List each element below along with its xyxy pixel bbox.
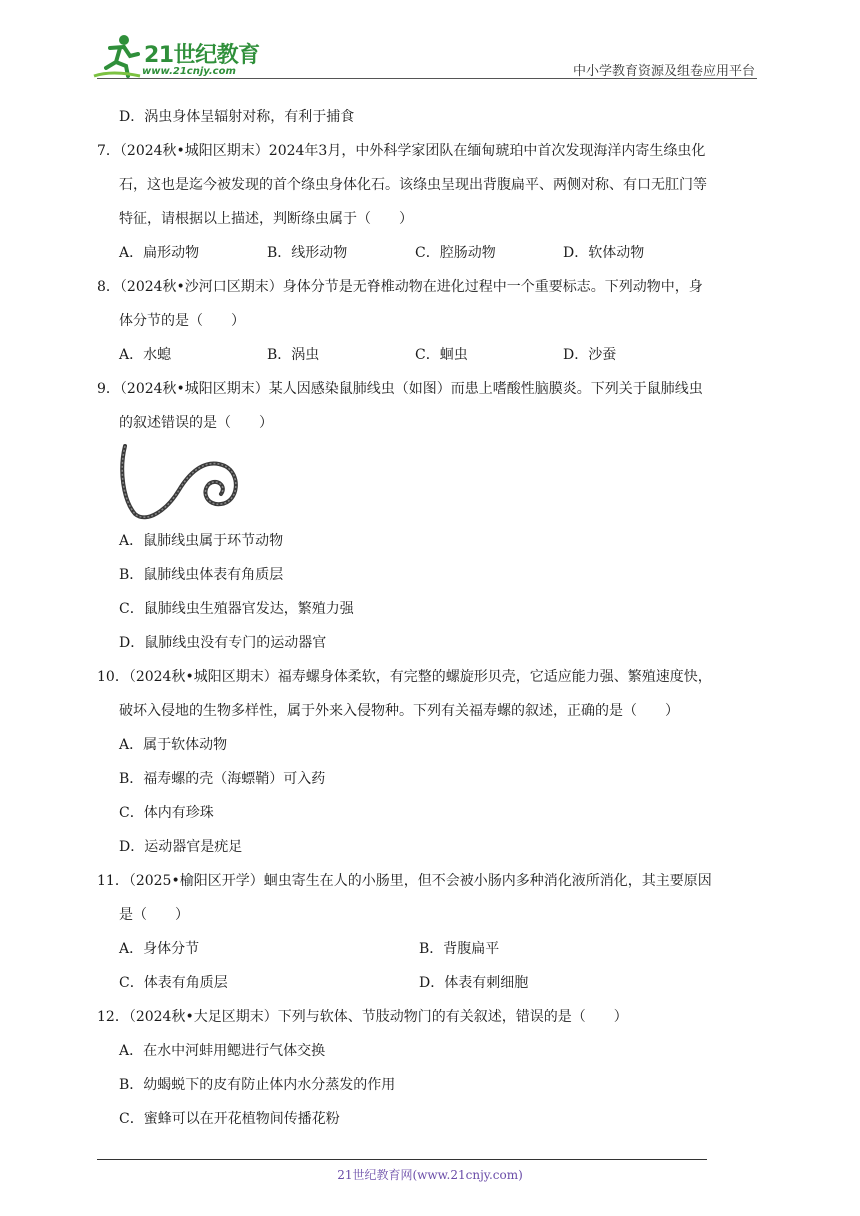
option: B．背腹扁平 (419, 941, 500, 957)
question-text: 10．（2024秋•城阳区期末）福寿螺身体柔软，有完整的螺旋形贝壳，它适应能力强、繁殖速度快， (97, 669, 712, 685)
question-7 (97, 134, 765, 270)
question-text: 是（ ） (119, 907, 189, 923)
option: D．运动器官是疣足 (119, 839, 243, 855)
option: A．水螅 (119, 347, 172, 363)
question-text: 特征，请根据以上描述，判断绦虫属于（ ） (119, 211, 413, 227)
option: D．沙蚕 (563, 347, 617, 363)
option-row (97, 338, 765, 372)
option: A．扁形动物 (119, 245, 200, 261)
runner-logo-icon (92, 32, 142, 80)
rat-lungworm-image (117, 440, 247, 524)
option: D．体表有刺细胞 (419, 975, 529, 991)
question-8 (97, 270, 765, 372)
option: B．幼蝎蜕下的皮有防止体内水分蒸发的作用 (119, 1077, 396, 1093)
question-text: 体分节的是（ ） (119, 313, 245, 329)
header-divider (97, 78, 757, 79)
logo-text: 21世纪教育 (144, 43, 260, 68)
question-9 (97, 372, 765, 660)
option: C．体内有珍珠 (119, 805, 214, 821)
logo-url: www.21cnjy.com (142, 66, 236, 77)
question-list (97, 100, 765, 1136)
platform-title: 中小学教育资源及组卷应用平台 (572, 64, 755, 79)
option: D．鼠肺线虫没有专门的运动器官 (119, 635, 327, 651)
question-11 (97, 864, 765, 1000)
option: A．在水中河蚌用鳃进行气体交换 (119, 1043, 326, 1059)
option: C．体表有角质层 (119, 975, 228, 991)
option: C．蛔虫 (415, 347, 468, 363)
option: C．鼠肺线虫生殖器官发达，繁殖力强 (119, 601, 354, 617)
option: C．腔肠动物 (415, 245, 496, 261)
option: B．福寿螺的壳（海螵鞘）可入药 (119, 771, 326, 787)
question-text: 的叙述错误的是（ ） (119, 415, 273, 431)
page-header (0, 0, 860, 90)
option: D．软体动物 (563, 245, 645, 261)
page-footer: 21世纪教育网(www.21cnjy.com) (337, 1168, 523, 1182)
question-10 (97, 660, 765, 864)
question-text: 破坏入侵地的生物多样性，属于外来入侵物种。下列有关福寿螺的叙述，正确的是（ ） (119, 703, 679, 719)
prev-option: D．涡虫身体呈辐射对称，有利于捕食 (119, 109, 355, 125)
footer-divider (97, 1159, 707, 1160)
option-row (97, 236, 765, 270)
question-text: 12．（2024秋•大足区期末）下列与软体、节肢动物门的有关叙述，错误的是（ ） (97, 1009, 628, 1025)
question-12 (97, 1000, 765, 1136)
option: B．线形动物 (267, 245, 348, 261)
question-text: 8．（2024秋•沙河口区期末）身体分节是无脊椎动物在进化过程中一个重要标志。下列动物中，身 (97, 279, 703, 295)
question-text: 石，这也是迄今被发现的首个绦虫身体化石。该绦虫呈现出背腹扁平、两侧对称、有口无肛门等 (119, 177, 707, 193)
option: A．属于软体动物 (119, 737, 228, 753)
option: B．涡虫 (267, 347, 320, 363)
option-row (97, 966, 765, 1000)
nematode-figure (97, 440, 765, 524)
option-row (97, 932, 765, 966)
question-text: 9．（2024秋•城阳区期末）某人因感染鼠肺线虫（如图）而患上嗜酸性脑膜炎。下列关于鼠肺线虫 (97, 381, 703, 397)
site-logo (92, 32, 262, 80)
option: C．蜜蜂可以在开花植物间传播花粉 (119, 1111, 340, 1127)
option: A．鼠肺线虫属于环节动物 (119, 533, 284, 549)
question-text: 7．（2024秋•城阳区期末）2024年3月，中外科学家团队在缅甸琥珀中首次发现海洋内寄生绦虫化 (97, 143, 706, 159)
option: B．鼠肺线虫体表有角质层 (119, 567, 284, 583)
option: A．身体分节 (119, 941, 200, 957)
question-text: 11．（2025•榆阳区开学）蛔虫寄生在人的小肠里，但不会被小肠内多种消化液所消化，其主要原因 (97, 873, 712, 889)
